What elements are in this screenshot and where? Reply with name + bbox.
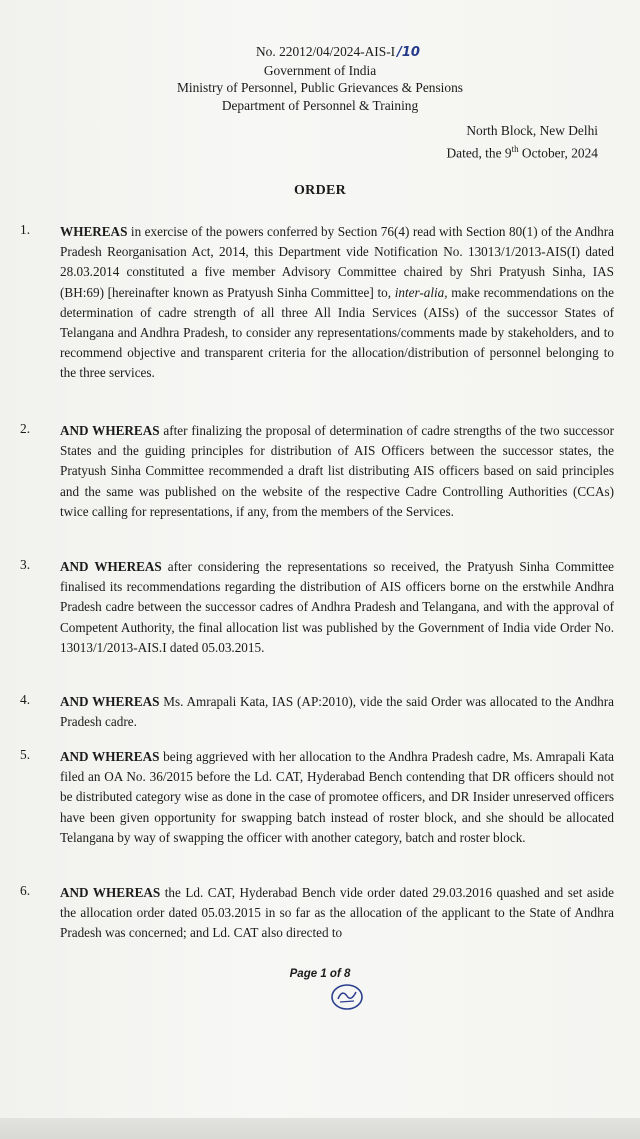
paragraph-text xyxy=(60,421,614,522)
ministry-name: Ministry of Personnel, Public Grievances & Pensions xyxy=(176,80,463,95)
paragraph-number: 1. xyxy=(20,222,31,237)
date-suffix: October, 2024 xyxy=(518,145,598,161)
paragraph-lead: AND WHEREAS xyxy=(60,423,160,438)
page-bottom-edge xyxy=(0,1118,640,1139)
paragraph-number: 3. xyxy=(20,557,31,572)
date-ordinal-suffix: th xyxy=(511,144,519,154)
date-prefix: Dated, the 9 xyxy=(446,145,512,161)
letterhead xyxy=(0,43,640,114)
page-number: Page 1 of 8 xyxy=(289,968,351,980)
initials-stamp-icon xyxy=(330,983,364,1011)
paragraph-number: 4. xyxy=(20,692,31,707)
paragraph-body-a: in exercise of the powers conferred by Section 76(4) read with Section 80(1) of the Andhra Pradesh Reorganisation Act, 2014, this Department vide Notification No. 13013/1/2013-AIS(I) dated 28.03.2014 constituted a five member Advisory Committee chaired by Shri Pratyush Sinha, IAS (BH:69) [hereinafter known as Pratyush Sinha Committee] to, xyxy=(60,224,614,300)
paragraph-body: after considering the representations so received, the Pratyush Sinha Committee finalised its recommendations regarding the distribution of AIS officers borne on the erstwhile Andhra Pradesh cadre between the successor cadres of Andhra Pradesh and Telangana, and with the approval of Competent Authority, the final allocation list was published by the Government of India vide Order No. 13013/1/2013-AIS.I dated 05.03.2015. xyxy=(60,559,614,655)
paragraph-number: 5. xyxy=(20,747,31,762)
paragraph-text xyxy=(60,692,614,732)
paragraph-body-b: make recommendations on the determination of cadre strength of all three All India Services (AISs) of the successor States of Telangana and Andhra Pradesh, to consider any representations/comments made by stakeholders, and to recommend objective and transparent criteria for the allocation/distribution of personnel belonging to the three services. xyxy=(60,284,615,381)
reference-number-text: No. 22012/04/2024-AIS-I xyxy=(256,44,396,59)
paragraph-body: after finalizing the proposal of determination of cadre strengths of the two successor States and the guiding principles for distribution of AIS Officers between the successor states, the Pratyush Sinha Committee recommended a draft list distributing AIS officers based on said principles and the same was published on the website of the respective Cadre Controlling Authorities (CCAs) twice calling for representations, if any, from the members of the Services. xyxy=(60,423,614,519)
paragraph-lead: AND WHEREAS xyxy=(60,749,160,764)
order-title: ORDER xyxy=(293,183,347,198)
paragraph-lead: WHEREAS xyxy=(60,224,128,239)
paragraph-lead: AND WHEREAS xyxy=(60,694,160,709)
paragraph-text xyxy=(60,883,614,944)
paragraph-italic-term: inter-alia, xyxy=(394,284,448,300)
department-name: Department of Personnel & Training xyxy=(221,97,419,113)
reference-number xyxy=(220,43,420,62)
paragraph-text xyxy=(60,222,614,384)
paragraph-text xyxy=(60,557,614,658)
paragraph-number: 6. xyxy=(20,883,31,898)
place-and-date xyxy=(446,122,598,162)
order-date xyxy=(446,140,598,162)
paragraph-text xyxy=(60,747,614,848)
place-location: North Block, New Delhi xyxy=(466,123,598,138)
paragraph-body: being aggrieved with her allocation to the Andhra Pradesh cadre, Ms. Amrapali Kata filed an OA No. 36/2015 before the Ld. CAT, Hyderabad Bench contending that DR officers should not be distributed category wise as done in the case of promotee officers, and DR Insider unreserved officers have been given opportunity for swapping batch instead of roster block, and she should be allocated Telangana by way of swapping the officer with another category, batch and roster block. xyxy=(60,749,614,845)
paragraph-body: Ms. Amrapali Kata, IAS (AP:2010), vide the said Order was allocated to the Andhra Pradesh cadre. xyxy=(60,694,614,730)
government-name: Government of India xyxy=(263,62,377,78)
handwritten-reference-suffix: /10 xyxy=(397,45,420,60)
paragraph-number: 2. xyxy=(20,421,31,436)
paragraph-body: the Ld. CAT, Hyderabad Bench vide order dated 29.03.2016 quashed and set aside the allocation order dated 05.03.2015 in so far as the allocation of the applicant to the State of Andhra Pradesh was concerned; and Ld. CAT also directed to xyxy=(60,885,614,941)
paragraph-lead: AND WHEREAS xyxy=(60,885,161,900)
paragraph-lead: AND WHEREAS xyxy=(60,559,162,574)
